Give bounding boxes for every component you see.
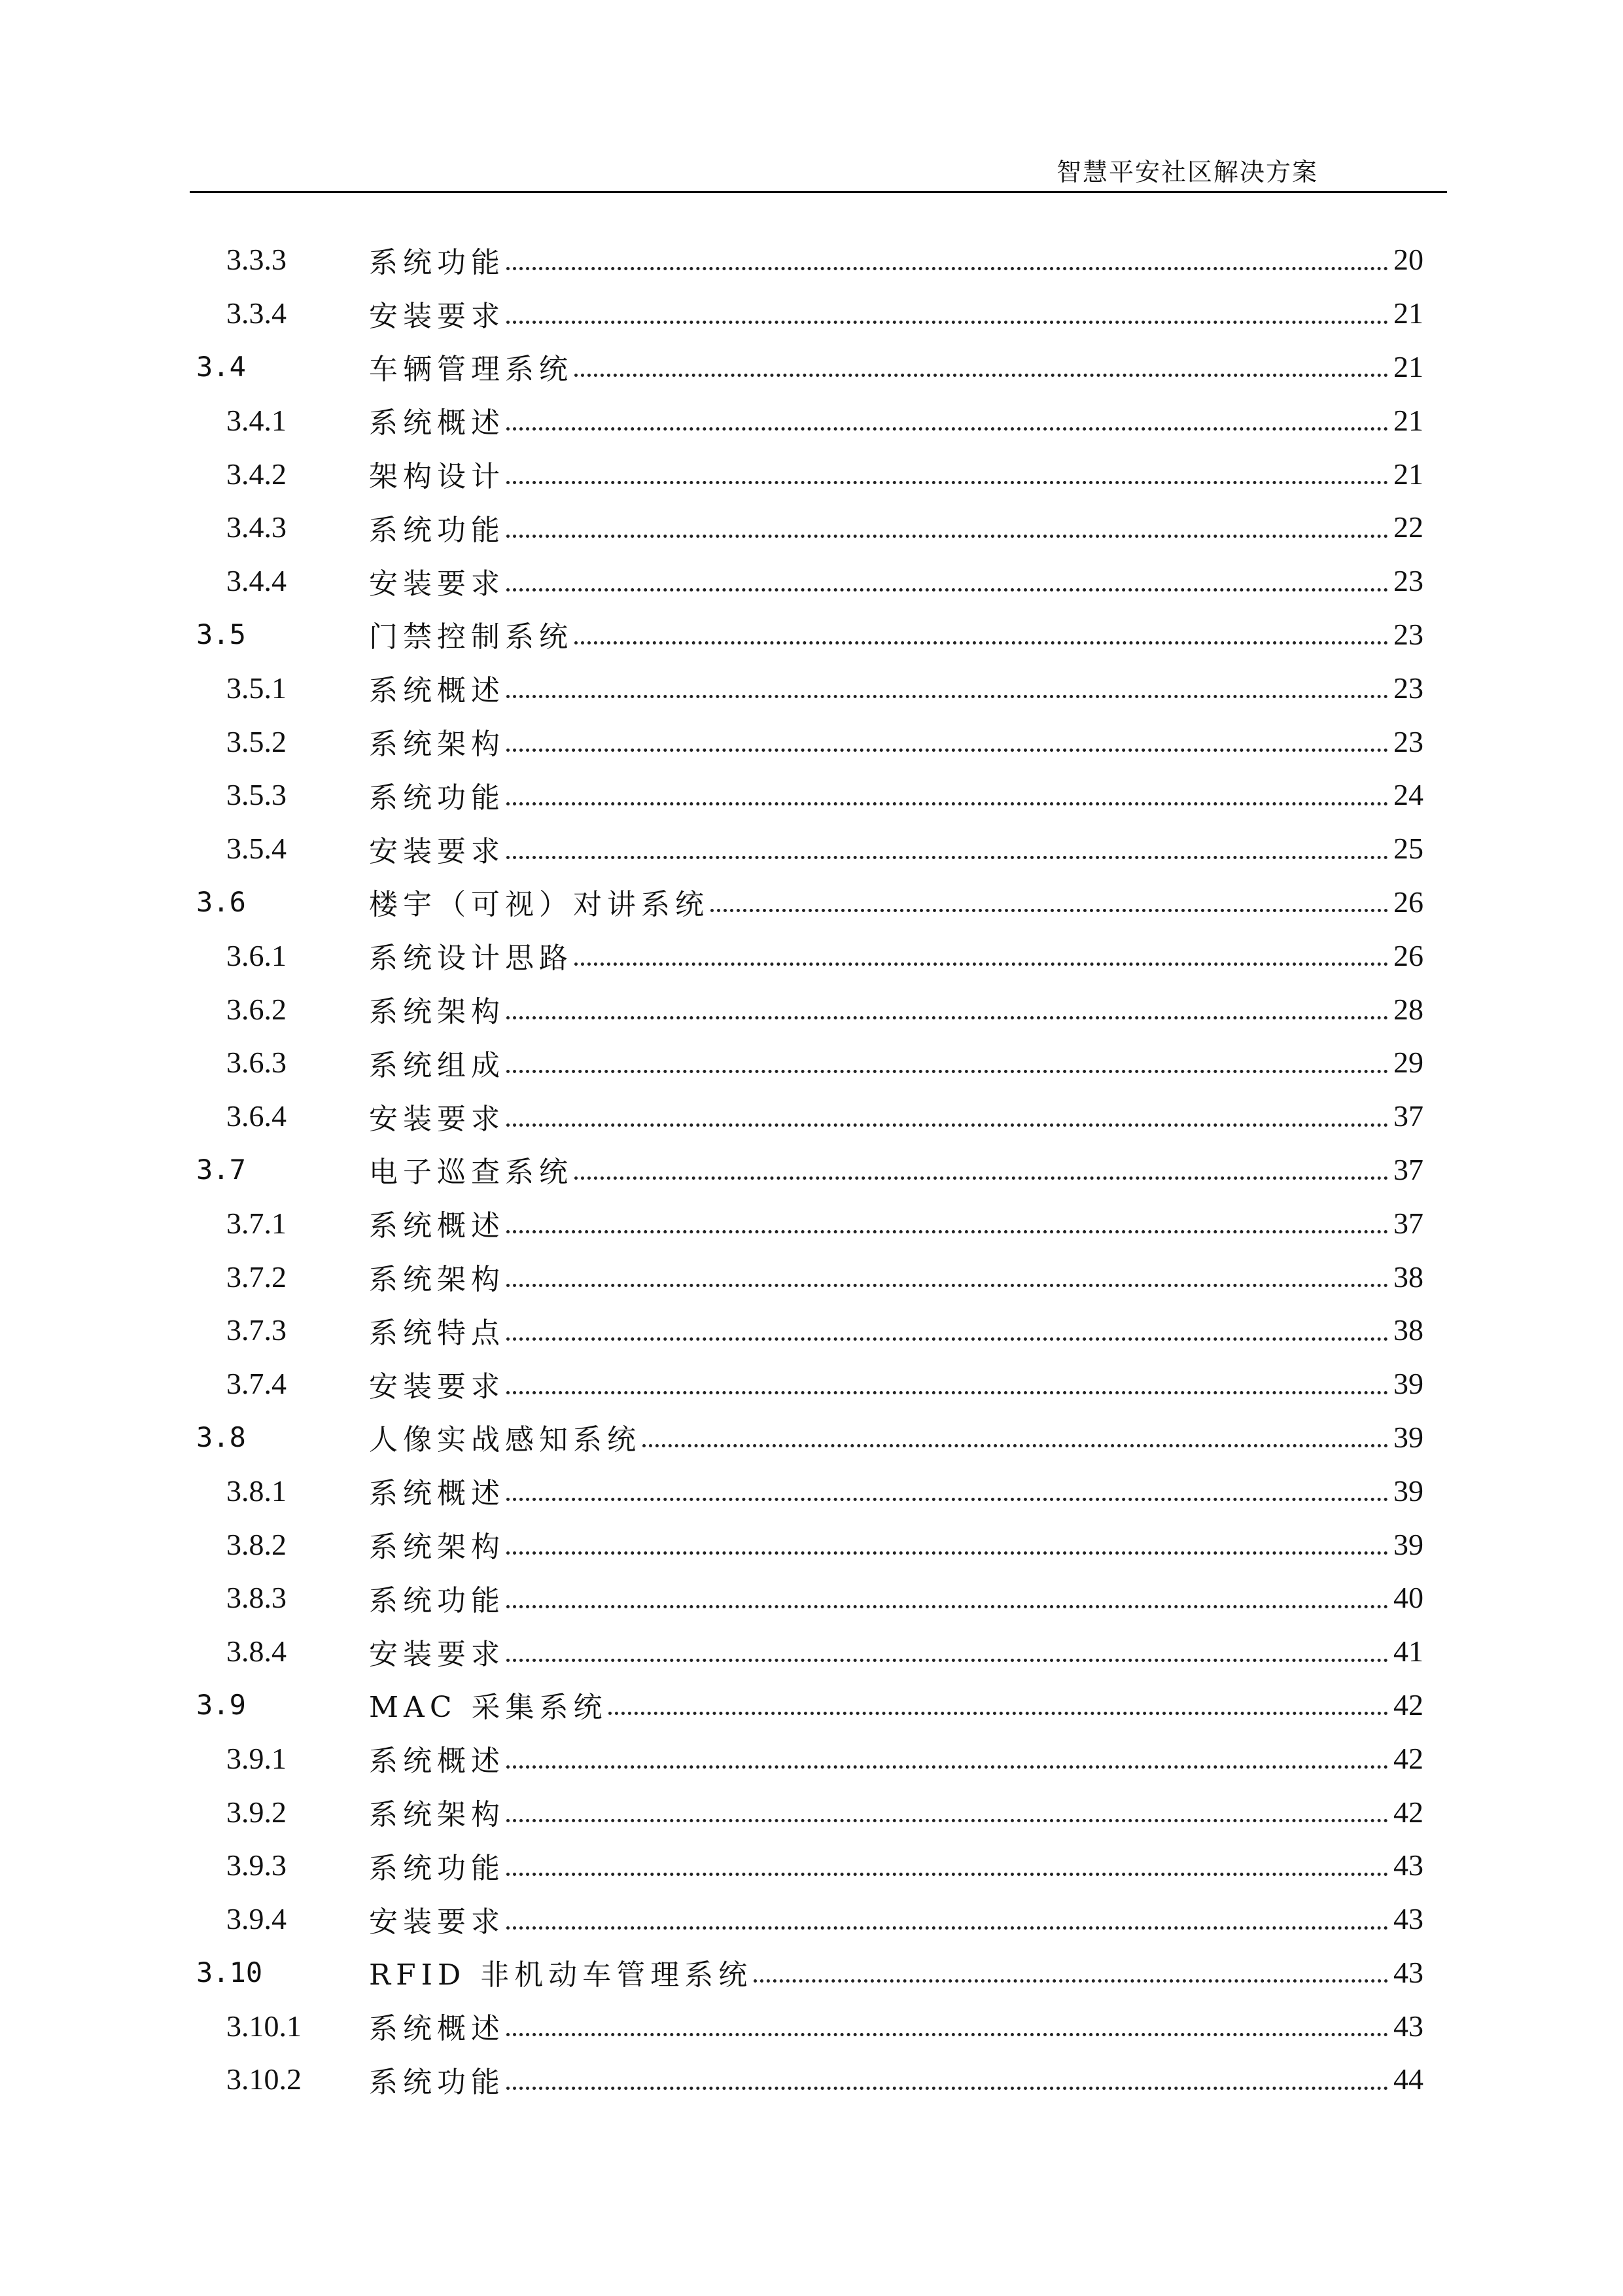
toc-entry-page-number: 23 (1393, 564, 1423, 598)
toc-dot-leader (506, 1637, 1388, 1666)
toc-entry-title: 系统功能 (369, 513, 505, 547)
toc-entry[interactable] (196, 1571, 1423, 1625)
toc-entry-number: 3.10 (196, 1956, 263, 1988)
toc-entry-title: 人像实战感知系统 (369, 1423, 641, 1457)
toc-entry-number: 3.5.4 (226, 832, 287, 866)
toc-entry[interactable] (196, 393, 1423, 447)
toc-entry[interactable] (196, 1839, 1423, 1892)
toc-entry[interactable] (196, 1411, 1423, 1464)
toc-dot-leader (506, 459, 1388, 488)
toc-entry-page-number: 38 (1393, 1260, 1423, 1294)
toc-dot-leader (506, 1797, 1388, 1826)
toc-dot-leader (506, 1744, 1388, 1773)
toc-entry-title: 系统概述 (369, 1209, 505, 1243)
toc-entry-number: 3.3.3 (226, 243, 287, 277)
toc-entry-page-number: 43 (1393, 1848, 1423, 1882)
toc-entry-title: 系统架构 (369, 1263, 505, 1297)
toc-entry-number: 3.3.4 (226, 296, 287, 330)
toc-entry-page-number: 41 (1393, 1634, 1423, 1669)
toc-entry-title: 安装要求 (369, 834, 505, 868)
toc-entry-title: 门禁控制系统 (369, 620, 573, 654)
toc-entry-title: 车辆管理系统 (369, 353, 573, 387)
toc-entry-title: 系统组成 (369, 1048, 505, 1082)
toc-entry-page-number: 20 (1393, 243, 1423, 277)
toc-entry[interactable] (196, 447, 1423, 501)
toc-entry-page-number: 26 (1393, 885, 1423, 919)
toc-dot-leader (506, 1851, 1388, 1880)
toc-entry[interactable] (196, 1517, 1423, 1571)
toc-dot-leader (506, 1530, 1388, 1559)
toc-entry-title: 系统概述 (369, 1744, 505, 1778)
toc-entry-number: 3.9.1 (226, 1741, 287, 1775)
toc-entry-number: 3.7 (196, 1153, 246, 1186)
toc-dot-leader (574, 620, 1388, 648)
toc-entry-page-number: 23 (1393, 617, 1423, 651)
toc-entry-page-number: 42 (1393, 1687, 1423, 1722)
toc-entry-number: 3.10.2 (226, 2062, 302, 2096)
toc-entry-page-number: 43 (1393, 1955, 1423, 1989)
toc-entry-title: 系统功能 (369, 781, 505, 815)
toc-entry-page-number: 21 (1393, 457, 1423, 491)
toc-entry[interactable] (196, 501, 1423, 554)
toc-entry-page-number: 38 (1393, 1313, 1423, 1347)
toc-dot-leader (506, 673, 1388, 702)
toc-entry-number: 3.10.1 (226, 2009, 302, 2043)
toc-entry-page-number: 23 (1393, 724, 1423, 758)
toc-entry-number: 3.6.4 (226, 1099, 287, 1133)
toc-entry-title: 安装要求 (369, 1637, 505, 1671)
toc-entry-number: 3.8.1 (226, 1474, 287, 1508)
toc-entry-title: 系统功能 (369, 1583, 505, 1617)
toc-entry[interactable] (196, 875, 1423, 929)
header-divider (190, 191, 1447, 193)
toc-entry-title: 系统功能 (369, 2065, 505, 2099)
toc-entry-title: 电子巡查系统 (369, 1156, 573, 1190)
toc-dot-leader (574, 352, 1388, 381)
toc-entry-title: 系统架构 (369, 995, 505, 1029)
toc-entry-number: 3.5.1 (226, 671, 287, 705)
toc-entry-number: 3.7.3 (226, 1313, 287, 1347)
toc-entry-page-number: 21 (1393, 349, 1423, 383)
toc-entry-number: 3.7.1 (226, 1206, 287, 1240)
toc-dot-leader (506, 781, 1388, 809)
toc-entry-page-number: 29 (1393, 1046, 1423, 1080)
toc-dot-leader (506, 834, 1388, 863)
toc-entry-title: 系统特点 (369, 1316, 505, 1350)
toc-entry-title: 系统设计思路 (369, 942, 573, 976)
toc-entry-number: 3.4 (196, 350, 246, 383)
toc-dot-leader (506, 1209, 1388, 1237)
toc-entry-number: 3.7.2 (226, 1260, 287, 1294)
toc-entry-number: 3.5.2 (226, 724, 287, 758)
toc-entry-title: 架构设计 (369, 460, 505, 494)
toc-entry[interactable] (196, 287, 1423, 340)
toc-entry-title: 安装要求 (369, 1102, 505, 1136)
toc-dot-leader (506, 1369, 1388, 1398)
toc-entry[interactable] (196, 1946, 1423, 2000)
toc-entry-page-number: 21 (1393, 403, 1423, 437)
toc-entry-number: 3.8 (196, 1421, 246, 1453)
toc-entry-title: 系统概述 (369, 2012, 505, 2046)
toc-dot-leader (506, 1905, 1388, 1934)
toc-dot-leader (506, 406, 1388, 434)
toc-entry-page-number: 21 (1393, 296, 1423, 330)
toc-dot-leader (506, 299, 1388, 328)
toc-dot-leader (506, 1102, 1388, 1131)
toc-entry-number: 3.6 (196, 885, 246, 918)
toc-dot-leader (710, 887, 1388, 916)
toc-dot-leader (642, 1422, 1388, 1451)
toc-entry-title: 系统功能 (369, 1851, 505, 1885)
toc-entry-number: 3.8.3 (226, 1581, 287, 1615)
toc-dot-leader (506, 1476, 1388, 1505)
toc-entry[interactable] (196, 1625, 1423, 1678)
toc-entry-title: 系统概述 (369, 674, 505, 708)
toc-entry-page-number: 39 (1393, 1420, 1423, 1454)
toc-entry-page-number: 28 (1393, 992, 1423, 1026)
toc-entry[interactable] (196, 822, 1423, 875)
toc-dot-leader (506, 1048, 1388, 1077)
toc-entry-number: 3.4.1 (226, 403, 287, 437)
toc-entry-page-number: 43 (1393, 2009, 1423, 2043)
toc-entry-page-number: 37 (1393, 1206, 1423, 1240)
toc-entry-page-number: 44 (1393, 2062, 1423, 2096)
toc-entry[interactable] (196, 928, 1423, 982)
toc-entry-title: 安装要求 (369, 299, 505, 333)
toc-entry[interactable] (196, 2053, 1423, 2106)
toc-entry[interactable] (196, 1999, 1423, 2053)
toc-entry-number: 3.8.4 (226, 1634, 287, 1669)
toc-entry-number: 3.7.4 (226, 1367, 287, 1401)
toc-entry-title: MAC 采集系统 (369, 1691, 608, 1725)
toc-dot-leader (506, 995, 1388, 1023)
toc-entry-page-number: 24 (1393, 778, 1423, 812)
toc-entry-title: 系统架构 (369, 1798, 505, 1831)
toc-entry-page-number: 25 (1393, 832, 1423, 866)
toc-entry-number: 3.8.2 (226, 1527, 287, 1561)
toc-dot-leader (506, 1316, 1388, 1345)
toc-entry[interactable] (196, 1250, 1423, 1303)
toc-entry-title: 系统功能 (369, 245, 505, 279)
toc-entry-title: 楼宇（可视）对讲系统 (369, 888, 709, 922)
toc-dot-leader (574, 941, 1388, 970)
toc-entry[interactable] (196, 715, 1423, 768)
toc-entry[interactable] (196, 1196, 1423, 1250)
toc-entry[interactable] (196, 608, 1423, 662)
toc-entry-page-number: 37 (1393, 1152, 1423, 1186)
toc-entry-title: 安装要求 (369, 1369, 505, 1404)
toc-entry[interactable] (196, 661, 1423, 715)
toc-entry-number: 3.5 (196, 618, 246, 650)
toc-entry[interactable] (196, 982, 1423, 1036)
toc-entry-page-number: 39 (1393, 1367, 1423, 1401)
toc-entry-title: 系统架构 (369, 728, 505, 762)
toc-entry-title: 安装要求 (369, 1905, 505, 1939)
toc-dot-leader (506, 245, 1388, 274)
toc-entry-title: 系统架构 (369, 1530, 505, 1564)
toc-dot-leader (506, 2065, 1388, 2094)
toc-entry-page-number: 39 (1393, 1527, 1423, 1561)
toc-dot-leader (506, 513, 1388, 542)
toc-entry[interactable] (196, 1785, 1423, 1839)
toc-entry[interactable] (196, 340, 1423, 394)
toc-dot-leader (754, 1958, 1388, 1987)
table-of-contents (196, 233, 1423, 2106)
toc-dot-leader (506, 1583, 1388, 1612)
toc-entry[interactable] (196, 1089, 1423, 1143)
toc-entry-title: 系统概述 (369, 1477, 505, 1511)
toc-entry[interactable] (196, 1892, 1423, 1946)
toc-entry-page-number: 23 (1393, 671, 1423, 705)
toc-dot-leader (506, 727, 1388, 756)
toc-entry[interactable] (196, 768, 1423, 822)
toc-dot-leader (608, 1690, 1388, 1719)
toc-entry[interactable] (196, 554, 1423, 608)
toc-entry-title: 系统概述 (369, 406, 505, 440)
toc-entry-page-number: 26 (1393, 938, 1423, 972)
toc-entry-page-number: 40 (1393, 1581, 1423, 1615)
toc-entry[interactable] (196, 1143, 1423, 1197)
toc-dot-leader (506, 2011, 1388, 2040)
toc-entry-page-number: 22 (1393, 510, 1423, 544)
toc-entry-number: 3.9.3 (226, 1848, 287, 1882)
toc-entry-number: 3.4.3 (226, 510, 287, 544)
toc-entry-number: 3.4.2 (226, 457, 287, 491)
toc-entry[interactable] (196, 1036, 1423, 1089)
toc-entry-number: 3.5.3 (226, 778, 287, 812)
toc-entry-number: 3.9.4 (226, 1902, 287, 1936)
toc-entry-number: 3.6.1 (226, 938, 287, 972)
toc-entry[interactable] (196, 233, 1423, 287)
toc-entry-page-number: 42 (1393, 1795, 1423, 1829)
toc-dot-leader (574, 1155, 1388, 1184)
toc-entry-title: RFID 非机动车管理系统 (369, 1958, 753, 1992)
toc-entry-page-number: 39 (1393, 1474, 1423, 1508)
toc-entry-title: 安装要求 (369, 567, 505, 601)
toc-entry-number: 3.9 (196, 1688, 246, 1721)
toc-entry-number: 3.4.4 (226, 564, 287, 598)
toc-entry-page-number: 43 (1393, 1902, 1423, 1936)
toc-entry[interactable] (196, 1464, 1423, 1517)
toc-dot-leader (506, 1262, 1388, 1291)
toc-entry-number: 3.9.2 (226, 1795, 287, 1829)
toc-entry[interactable] (196, 1357, 1423, 1411)
toc-entry-number: 3.6.3 (226, 1046, 287, 1080)
toc-entry[interactable] (196, 1303, 1423, 1357)
toc-entry[interactable] (196, 1678, 1423, 1732)
toc-entry-number: 3.6.2 (226, 992, 287, 1026)
toc-entry[interactable] (196, 1731, 1423, 1785)
toc-entry-page-number: 42 (1393, 1741, 1423, 1775)
page-header-title: 智慧平安社区解决方案 (1056, 158, 1318, 186)
toc-entry-page-number: 37 (1393, 1099, 1423, 1133)
toc-dot-leader (506, 567, 1388, 595)
